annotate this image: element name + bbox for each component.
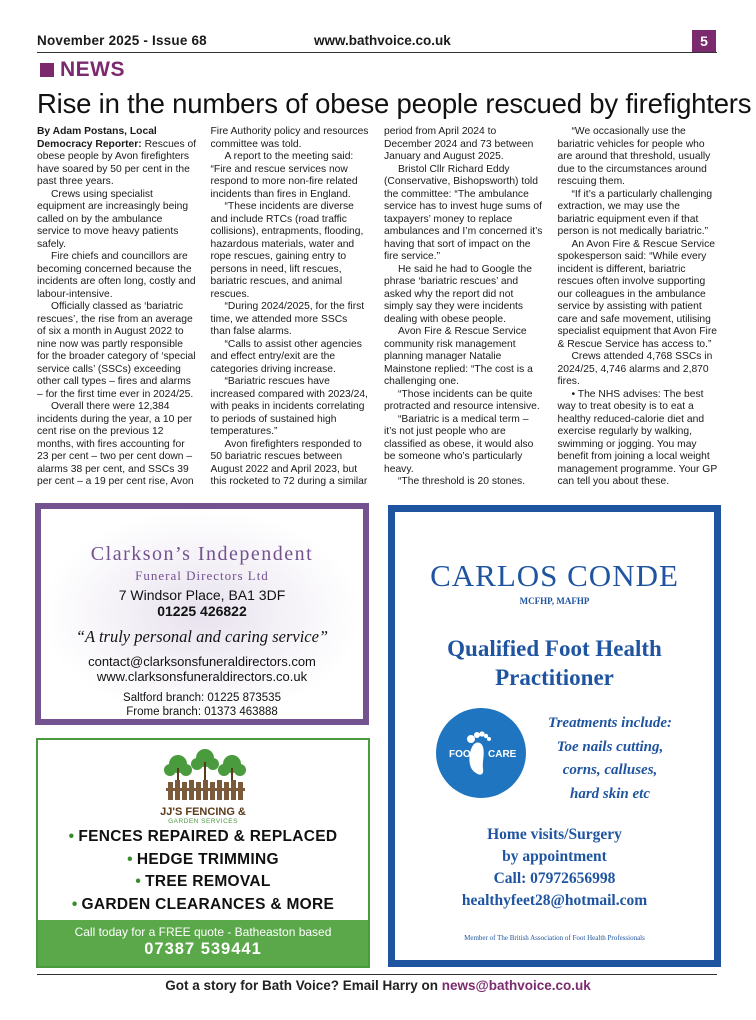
article-paragraph: By Adam Postans, Local Democracy Reporter: Rescues of obese people by Avon firefighters have soared by 50 per cent in the past three years.	[37, 126, 197, 187]
article-paragraph: Crews attended 4,768 SSCs in 2024/25, 4,746 alarms and 2,870 fires.	[557, 351, 713, 387]
list-item: • FENCES REPAIRED & REPLACED	[68, 828, 338, 845]
membership-note: Member of The British Association of Foot Health Professionals	[464, 934, 645, 942]
section-label: NEWS	[60, 58, 125, 81]
article-paragraph: “These incidents are diverse and include RTCs (road traffic collisions), entrapments, flooding, hazardous materials, water and rope rescues, gaining entry to persons in need, lift rescues, bariatric rescues, and animal rescues.	[210, 201, 364, 300]
practitioner-name: CARLOS CONDE	[430, 558, 679, 593]
jj-fencing-advert[interactable]	[36, 738, 370, 968]
clarkson-motto: “A truly personal and caring service”	[75, 627, 329, 646]
bullet-icon: •	[135, 873, 142, 890]
article-paragraph: “Bariatric rescues have increased compared with 2023/24, with peaks in incidents correlating to periods of sustained high temperatures.”	[210, 376, 368, 437]
article-paragraph: “If it’s a particularly challenging extraction, we may use the bariatric equipment even if that person is not medically bariatric.”	[557, 188, 713, 237]
page-number: 5	[692, 30, 716, 53]
footer-divider	[37, 974, 717, 975]
clarkson-website[interactable]: www.clarksonsfuneraldirectors.co.uk	[96, 669, 308, 684]
carlos-conde-advert[interactable]	[388, 505, 721, 967]
article-paragraph: Overall there were 12,384 incidents during the year, a 10 per cent rise on the previous 12 months, with fires accounting for 23 per cent – two per cent down – alarms 38 per cent, and SSCs 39 per cent – a 19 per cent rise, Avon Fire Authority policy and resources committee was told.	[37, 126, 369, 487]
article-paragraph: “Calls to assist other agencies and effect entry/exit are the categories driving increase.	[210, 338, 362, 375]
visit-line: Home visits/Surgery	[487, 826, 622, 843]
article-paragraph: Crews using specialist equipment are increasingly being called on by the ambulance service to move heavy patients safely.	[37, 188, 189, 250]
section-square-icon	[40, 63, 54, 77]
article-paragraph: He said he had to Google the phrase ‘bariatric rescues’ and asked why the report did not simply say they were incidents dealing with obese people.	[384, 263, 532, 325]
jj-phone[interactable]: 07387 539441	[144, 940, 262, 958]
article-paragraph: • The NHS advises: The best way to treat obesity is to eat a healthy reduced-calorie diet and exercise regularly by walking, swimming or jogging. You may benefit from joining a local weight management programme. Your GP can tell you about these.	[557, 388, 718, 487]
article-headline: Rise in the numbers of obese people rescued by firefighters	[37, 88, 752, 119]
article-paragraph: “Bariatric is a medical term – it’s not just people who are classified as obese, it would also be someone who’s particularly heavy.	[384, 413, 534, 475]
jj-contact-bar	[38, 920, 368, 966]
article-paragraph: Avon firefighters responded to 50 bariatric rescues between August 2022 and April 2023, but this rocketed to 72 during a similar period from April 2024 to December 2024 and 73 between January and August 2025.	[210, 126, 534, 487]
clarkson-title: Clarkson’s Independent	[90, 543, 314, 565]
practitioner-heading: Qualified Foot Health Practitioner	[447, 636, 662, 690]
practitioner-contact	[395, 824, 714, 912]
header-divider	[37, 52, 717, 53]
practitioner-qualifications: MCFHP, MAFHP	[519, 596, 590, 606]
list-item: • TREE REMOVAL	[135, 873, 271, 890]
bullet-icon: •	[71, 895, 78, 913]
jj-services-list	[38, 826, 368, 916]
practitioner-phone[interactable]: Call: 07972656998	[493, 870, 616, 887]
treatments-list: Treatments include: Toe nails cutting, corns, calluses, hard skin etc	[547, 715, 673, 802]
clarkson-address: 7 Windsor Place, BA1 3DF	[118, 587, 286, 603]
article-paragraph: A report to the meeting said: “Fire and rescue services now respond to more non-fire related incidents than fires in England.	[210, 151, 358, 200]
svg-text:FOOT: FOOT	[449, 749, 477, 760]
footer-callout	[0, 978, 756, 993]
list-item: • HEDGE TRIMMING	[127, 850, 279, 868]
article-paragraph: Officially classed as ‘bariatric rescues’, the rise from an average of six a month in August 2022 to nine now was partly responsible for the broader category of ‘special service calls’ (SSCs) exceeding other call types – fires and alarms – for the first time ever in 2024/25.	[37, 301, 196, 400]
clarkson-advert-panel	[41, 509, 363, 719]
clarkson-advert[interactable]	[35, 503, 369, 725]
article-paragraph: Avon Fire & Rescue Service community risk management planning manager Natalie Mainstone replied: “The cost is a challenging one.	[384, 326, 533, 387]
footer-text: Got a story for Bath Voice? Email Harry on	[165, 978, 442, 993]
article-paragraph: “We occasionally use the bariatric vehicles for people who are around that threshold, usually due to the circumstances around rescuing them.	[557, 126, 711, 187]
article-paragraph: Fire chiefs and councillors are becoming concerned because the incidents are often long, costly and labour-intensive.	[37, 251, 196, 300]
article-paragraph: Bristol Cllr Richard Eddy (Conservative, Bishopsworth) told the committee: “The ambulance service has to invest huge sums of taxpayers’ money to replace ambulances and I’m concerned it’s having that sort of impact on the fire service.”	[384, 163, 543, 262]
visit-line: by appointment	[502, 848, 607, 865]
site-url[interactable]: www.bathvoice.co.uk	[314, 33, 451, 48]
clarkson-branch-saltford: Saltford branch: 01225 873535	[123, 692, 281, 704]
clarkson-subtitle: Funeral Directors Ltd	[135, 568, 269, 583]
clarkson-phone[interactable]: 01225 426822	[157, 603, 247, 619]
article-body	[37, 126, 717, 492]
article-paragraph: “The threshold is 20 stones.	[398, 476, 526, 487]
jj-company-subname: GARDEN SERVICES	[168, 818, 238, 825]
bullet-icon: •	[127, 850, 133, 868]
bullet-icon: •	[68, 828, 75, 845]
footer-email[interactable]: news@bathvoice.co.uk	[441, 978, 591, 993]
issue-label: November 2025 - Issue 68	[37, 33, 207, 48]
byline: By Adam Postans, Local Democracy Reporter:	[37, 126, 157, 150]
jj-company-name: JJ'S FENCING &	[160, 806, 246, 818]
tree-fence-logo-icon	[160, 748, 250, 804]
article-paragraph: “Those incidents can be quite protracted and resource intensive.	[384, 388, 540, 412]
article-paragraph: “During 2024/2025, for the first time, we attended more SSCs than false alarms.	[210, 301, 365, 337]
clarkson-email[interactable]: contact@clarksonsfuneraldirectors.com	[88, 654, 316, 669]
list-item: • GARDEN CLEARANCES & MORE	[71, 895, 335, 913]
article-paragraph: An Avon Fire & Rescue Service spokesperson said: “While every incident is different, bariatric rescues often involve supporting our colleagues in the ambulance service by assisting with patient care and safe movement, utilising specialist equipment that Avon Fire & Rescue Service has access to.”	[557, 238, 718, 350]
jj-call-text: Call today for a FREE quote - Batheaston based	[74, 925, 332, 939]
foot-care-logo-icon	[435, 707, 527, 799]
practitioner-email[interactable]: healthyfeet28@hotmail.com	[461, 892, 648, 909]
svg-text:CARE: CARE	[488, 749, 517, 760]
clarkson-branch-frome: Frome branch: 01373 463888	[126, 706, 278, 718]
